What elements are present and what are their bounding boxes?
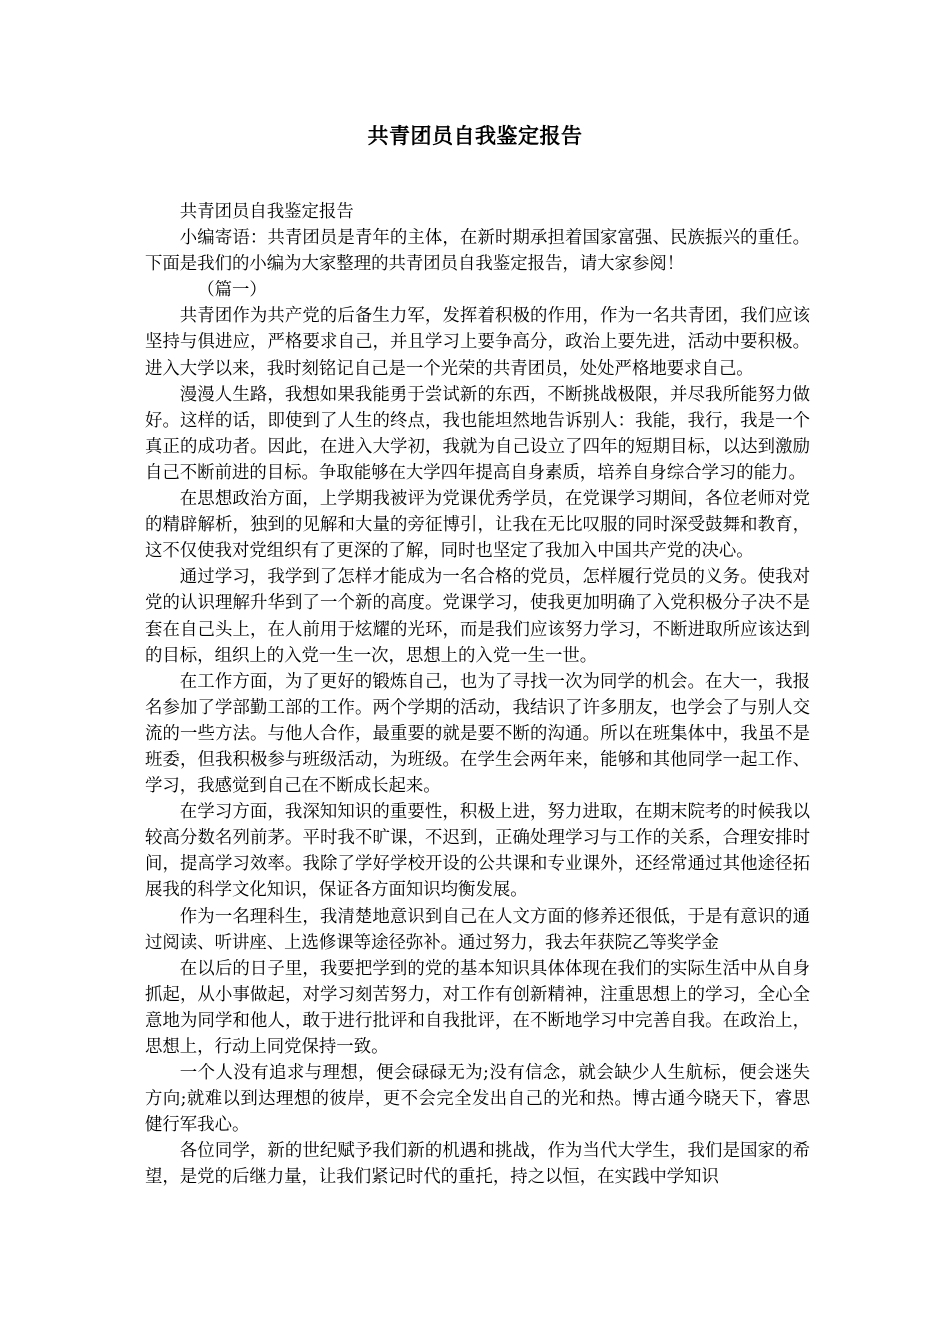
section-heading: （篇一）: [197, 280, 267, 301]
body-paragraph: 在工作方面，为了更好的锻炼自己，也为了寻找一次为同学的机会。在大一，我报名参加了学部勤工部的工作。两个学期的活动，我结识了许多朋友，也学会了与别人交流的一些方法。与他人合作，最重要的就是要不断的沟通。所以在班集体中，我虽不是班委，但我积极参与班级活动，为班级。在学生会两年来，能够和其他同学一起工作、学习，我感觉到自己在不断成长起来。: [145, 671, 810, 797]
document-body: [145, 199, 810, 1191]
body-paragraph: 小编寄语：共青团员是青年的主体，在新时期承担着国家富强、民族振兴的重任。下面是我们的小编为大家整理的共青团员自我鉴定报告，请大家参阅！: [145, 228, 810, 275]
body-paragraph: 一个人没有追求与理想，便会碌碌无为;没有信念，就会缺少人生航标，便会迷失方向;就难以到达理想的彼岸，更不会完全发出自己的光和热。博古通今晓天下，睿思健行军我心。: [145, 1063, 810, 1136]
body-paragraph: 作为一名理科生，我清楚地意识到自己在人文方面的修养还很低，于是有意识的通过阅读、听讲座、上选修课等途径弥补。通过努力，我去年获院乙等奖学金: [145, 906, 810, 953]
body-paragraph: 在以后的日子里，我要把学到的党的基本知识具体体现在我们的实际生活中从自身抓起，从小事做起，对学习刻苦努力，对工作有创新精神，注重思想上的学习，全心全意地为同学和他人，敢于进行批评和自我批评，在不断地学习中完善自我。在政治上，思想上，行动上同党保持一致。: [145, 958, 810, 1057]
body-paragraph: 通过学习，我学到了怎样才能成为一名合格的党员，怎样履行党员的义务。使我对党的认识理解升华到了一个新的高度。党课学习，使我更加明确了入党积极分子决不是套在自己头上，在人前用于炫耀的光环，而是我们应该努力学习，不断进取所应该达到的目标，组织上的入党一生一次，思想上的入党一生一世。: [145, 567, 810, 666]
body-paragraph: 各位同学，新的世纪赋予我们新的机遇和挑战，作为当代大学生，我们是国家的希望，是党的后继力量，让我们紧记时代的重托，持之以恒，在实践中学知识: [145, 1141, 810, 1188]
body-paragraph: 共青团作为共产党的后备生力军，发挥着积极的作用，作为一名共青团，我们应该坚持与俱进应，严格要求自己，并且学习上要争高分，政治上要先进，活动中要积极。进入大学以来，我时刻铭记自己是一个光荣的共青团员，处处严格地要求自己。: [145, 306, 810, 379]
body-paragraph: 在学习方面，我深知知识的重要性，积极上进，努力进取，在期末院考的时候我以较高分数名列前茅。平时我不旷课，不迟到，正确处理学习与工作的关系，合理安排时间，提高学习效率。我除了学好学校开设的公共课和专业课外，还经常通过其他途径拓展我的科学文化知识，保证各方面知识均衡发展。: [145, 802, 810, 901]
body-paragraph: 在思想政治方面，上学期我被评为党课优秀学员，在党课学习期间，各位老师对党的精辟解析，独到的见解和大量的旁征博引，让我在无比叹服的同时深受鼓舞和教育，这不仅使我对党组织有了更深的了解，同时也坚定了我加入中国共产党的决心。: [145, 489, 810, 562]
body-paragraph: 漫漫人生路，我想如果我能勇于尝试新的东西，不断挑战极限，并尽我所能努力做好。这样的话，即使到了人生的终点，我也能坦然地告诉别人：我能，我行，我是一个真正的成功者。因此，在进入大学初，我就为自己设立了四年的短期目标，以达到激励自己不断前进的目标。争取能够在大学四年提高自身素质，培养自身综合学习的能力。: [145, 384, 810, 483]
document-title: 共青团员自我鉴定报告: [367, 124, 583, 148]
body-paragraph: 共青团员自我鉴定报告: [179, 202, 354, 222]
